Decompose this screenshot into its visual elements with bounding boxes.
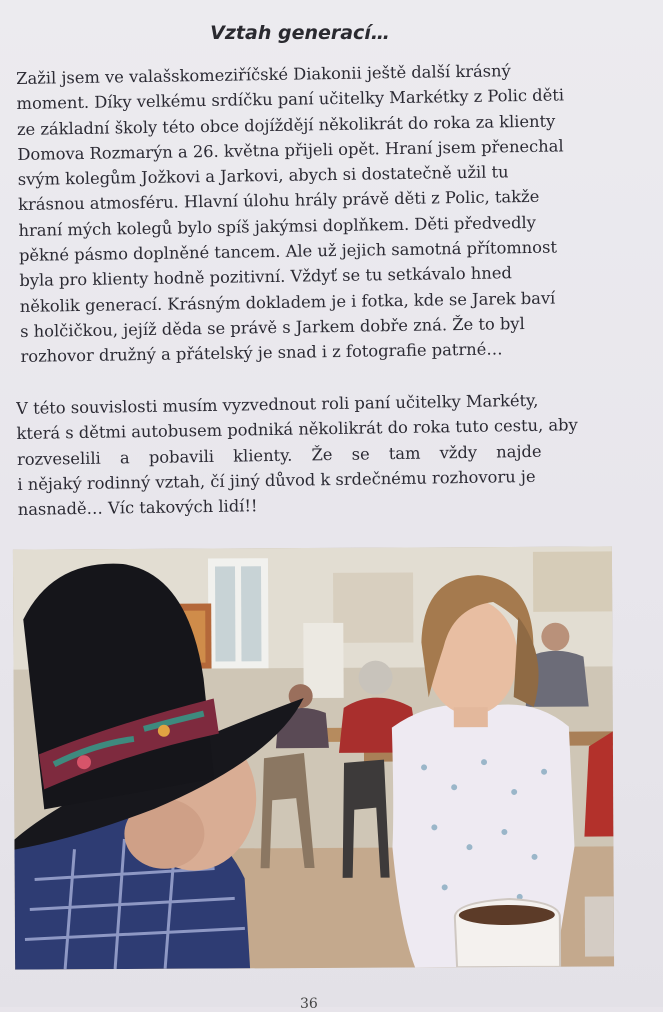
photo-grandfather-and-girl (13, 546, 614, 969)
text-line: pěkné pásmo doplněné tancem. Ale už jejich samotná přítomnost (18, 237, 558, 266)
paragraph-2 (16, 387, 612, 523)
text-line: byla pro klienty hodně pozitivní. Vždyť se tu setkávalo hned (19, 263, 512, 291)
text-line: krásnou atmosféru. Hlavní úlohu hrály právě děti z Polic, takže (18, 187, 540, 215)
text-line: několik generací. Krásným dokladem je i fotka, kde se Jarek baví (19, 288, 556, 316)
text-line: i nějaký rodinný vztah, čí jiný důvod k srdečnému rozhovoru je (17, 466, 536, 494)
text-line: s holčičkou, jejíž děda se právě s Jarkem dobře zná. Že to byl (20, 314, 525, 341)
text-line: rozveselili a pobavili klienty. Že se tam vždy najde (16, 441, 542, 469)
text-line: V této souvislosti musím vyzvednout roli paní učitelky Markéty, (16, 390, 539, 418)
text-line: ze základní školy této obce dojíždějí několikrát do roka za klienty (16, 111, 556, 139)
text-line: Domova Rozmarýn a 26. května přijeli opět. Hraní jsem přenechal (17, 136, 564, 164)
text-line: hraní mých kolegů bylo spíš jakýmsi doplňkem. Děti předvedly (18, 212, 537, 240)
text-line: která s dětmi autobusem podniká několikrát do roka tuto cestu, aby (16, 415, 578, 444)
article-title: Vztah generací… (210, 22, 390, 44)
text-line: moment. Díky velkému srdíčku paní učitelky Markétky z Polic děti (16, 85, 565, 114)
photo-illustration (13, 546, 614, 969)
page-number: 36 (300, 996, 318, 1012)
paragraph-1 (16, 57, 601, 370)
text-line: nasnadě… Víc takových lidí!! (17, 496, 258, 520)
text-line: svým kolegům Jožkovi a Jarkovi, abych si dostatečně užil tu (17, 162, 509, 190)
text-line: rozhovor družný a přátelský je snad i z fotografie patrné… (20, 339, 503, 367)
text-line: Zažil jsem ve valašskomeziříčské Diakonii ještě další krásný (16, 61, 511, 88)
